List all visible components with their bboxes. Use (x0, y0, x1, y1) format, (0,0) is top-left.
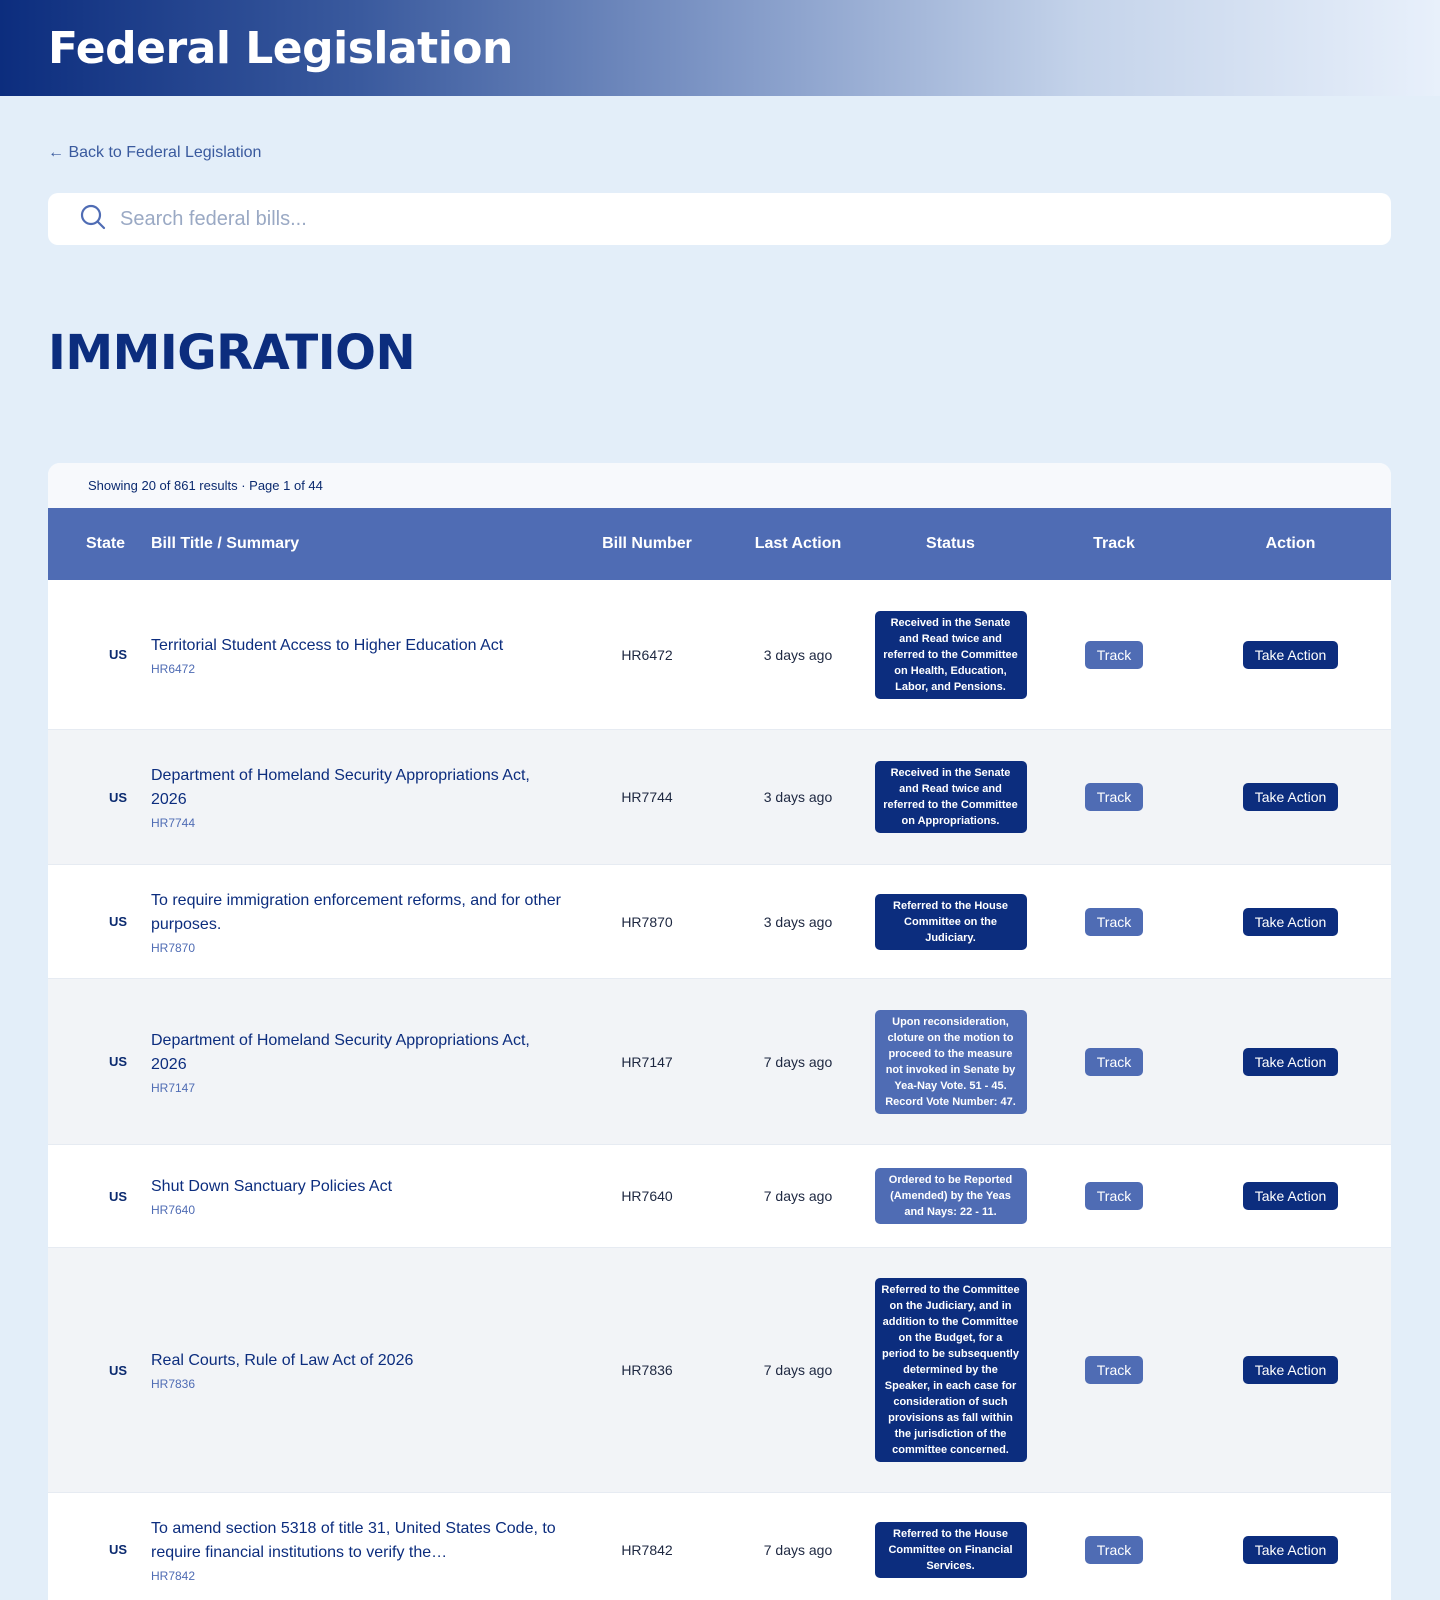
state-label: US (108, 914, 128, 929)
take-action-button[interactable]: Take Action (1243, 908, 1339, 936)
last-action: 7 days ago (763, 1053, 833, 1070)
last-action: 3 days ago (763, 913, 833, 930)
bill-title-link[interactable]: Real Courts, Rule of Law Act of 2026 (151, 1352, 414, 1369)
search-input[interactable] (120, 208, 1320, 231)
take-action-button[interactable]: Take Action (1243, 1182, 1339, 1210)
bill-number: HR7147 (621, 1053, 673, 1070)
bill-number: HR6472 (621, 646, 673, 663)
state-label: US (108, 647, 128, 662)
bill-number: HR7640 (621, 1188, 673, 1204)
state-label: US (108, 1542, 128, 1557)
bill-subtitle: HR7744 (151, 816, 196, 830)
table-row (48, 979, 1391, 1145)
back-link[interactable]: ← Back to Federal Legislation (48, 144, 262, 161)
bill-subtitle: HR7640 (151, 1203, 196, 1217)
header-status: Status (926, 535, 975, 552)
track-button[interactable]: Track (1085, 1182, 1143, 1210)
status-badge: Referred to the House Committee on the Judiciary. (875, 894, 1027, 950)
table-row (48, 1493, 1391, 1600)
status-badge: Ordered to be Reported (Amended) by the Yeas and Nays: 22 - 11. (875, 1168, 1027, 1224)
last-action: 7 days ago (763, 1188, 833, 1204)
take-action-button[interactable]: Take Action (1243, 1356, 1339, 1384)
section-title: IMMIGRATION (48, 325, 416, 381)
status-badge: Received in the Senate and Read twice and referred to the Committee on Health, Education, Labor, and Pensions. (875, 611, 1027, 699)
bill-title-link[interactable]: Shut Down Sanctuary Policies Act (151, 1178, 393, 1195)
bill-number: HR7842 (621, 1541, 673, 1558)
table-row (48, 1248, 1391, 1493)
track-button[interactable]: Track (1085, 783, 1143, 811)
table-row (48, 1145, 1391, 1248)
state-label: US (108, 789, 128, 805)
search-icon (80, 204, 106, 235)
track-button[interactable]: Track (1085, 641, 1143, 669)
bills-table (48, 463, 1391, 1600)
table-row (48, 865, 1391, 979)
search-bar[interactable] (48, 193, 1391, 245)
bill-title-link[interactable]: Territorial Student Access to Higher Education Act (151, 636, 504, 654)
take-action-button[interactable]: Take Action (1243, 641, 1339, 669)
bill-title-link[interactable]: To amend section 5318 of title 31, United States Code, to require financial institutions to verify the… (151, 1519, 556, 1561)
bill-subtitle: HR7147 (151, 1080, 196, 1095)
bill-subtitle: HR7836 (151, 1377, 196, 1391)
results-summary: Showing 20 of 861 results · Page 1 of 44 (48, 463, 1391, 508)
take-action-button[interactable]: Take Action (1243, 1048, 1339, 1076)
header-action: Action (1265, 535, 1316, 552)
bill-number: HR7836 (621, 1362, 673, 1378)
status-badge: Received in the Senate and Read twice and referred to the Committee on Appropriations. (875, 761, 1027, 833)
table-row (48, 580, 1391, 730)
take-action-button[interactable]: Take Action (1243, 783, 1339, 811)
state-label: US (108, 1188, 128, 1204)
status-badge: Referred to the House Committee on Financial Services. (875, 1522, 1027, 1578)
header-last-action: Last Action (754, 535, 842, 552)
track-button[interactable]: Track (1085, 1536, 1143, 1564)
bill-subtitle: HR7842 (151, 1568, 196, 1583)
header-track: Track (1093, 535, 1135, 552)
track-button[interactable]: Track (1085, 908, 1143, 936)
page-header (0, 0, 1440, 96)
table-row (48, 730, 1391, 865)
last-action: 3 days ago (763, 646, 833, 663)
bill-title-link[interactable]: To require immigration enforcement reforms, and for other purposes. (151, 891, 561, 933)
last-action: 7 days ago (763, 1362, 833, 1378)
take-action-button[interactable]: Take Action (1243, 1536, 1339, 1564)
page-title: Federal Legislation (48, 22, 513, 74)
bill-subtitle: HR6472 (151, 661, 196, 676)
last-action: 3 days ago (763, 789, 833, 805)
bill-number: HR7744 (621, 789, 673, 805)
track-button[interactable]: Track (1085, 1048, 1143, 1076)
bill-subtitle: HR7870 (151, 940, 196, 955)
header-title: Bill Title / Summary (151, 535, 300, 552)
bill-title-link[interactable]: Department of Homeland Security Appropriations Act, 2026 (151, 1031, 530, 1073)
status-badge: Upon reconsideration, cloture on the motion to proceed to the measure not invoked in Senate by Yea-Nay Vote. 51 - 45. Record Vote Number: 47. (875, 1010, 1027, 1114)
header-state: State (85, 535, 126, 552)
header-bill-number: Bill Number (602, 535, 692, 552)
state-label: US (108, 1054, 128, 1069)
status-badge: Referred to the Committee on the Judiciary, and in addition to the Committee on the Budget, for a period to be subsequently determined by the Speaker, in each case for consideration of such provisions as fall within the jurisdiction of the committee concerned. (875, 1278, 1027, 1462)
bill-number: HR7870 (621, 913, 673, 930)
last-action: 7 days ago (763, 1541, 833, 1558)
bill-title-link[interactable]: Department of Homeland Security Appropriations Act, 2026 (151, 767, 530, 808)
state-label: US (108, 1362, 128, 1378)
track-button[interactable]: Track (1085, 1356, 1143, 1384)
table-header (48, 508, 1391, 580)
